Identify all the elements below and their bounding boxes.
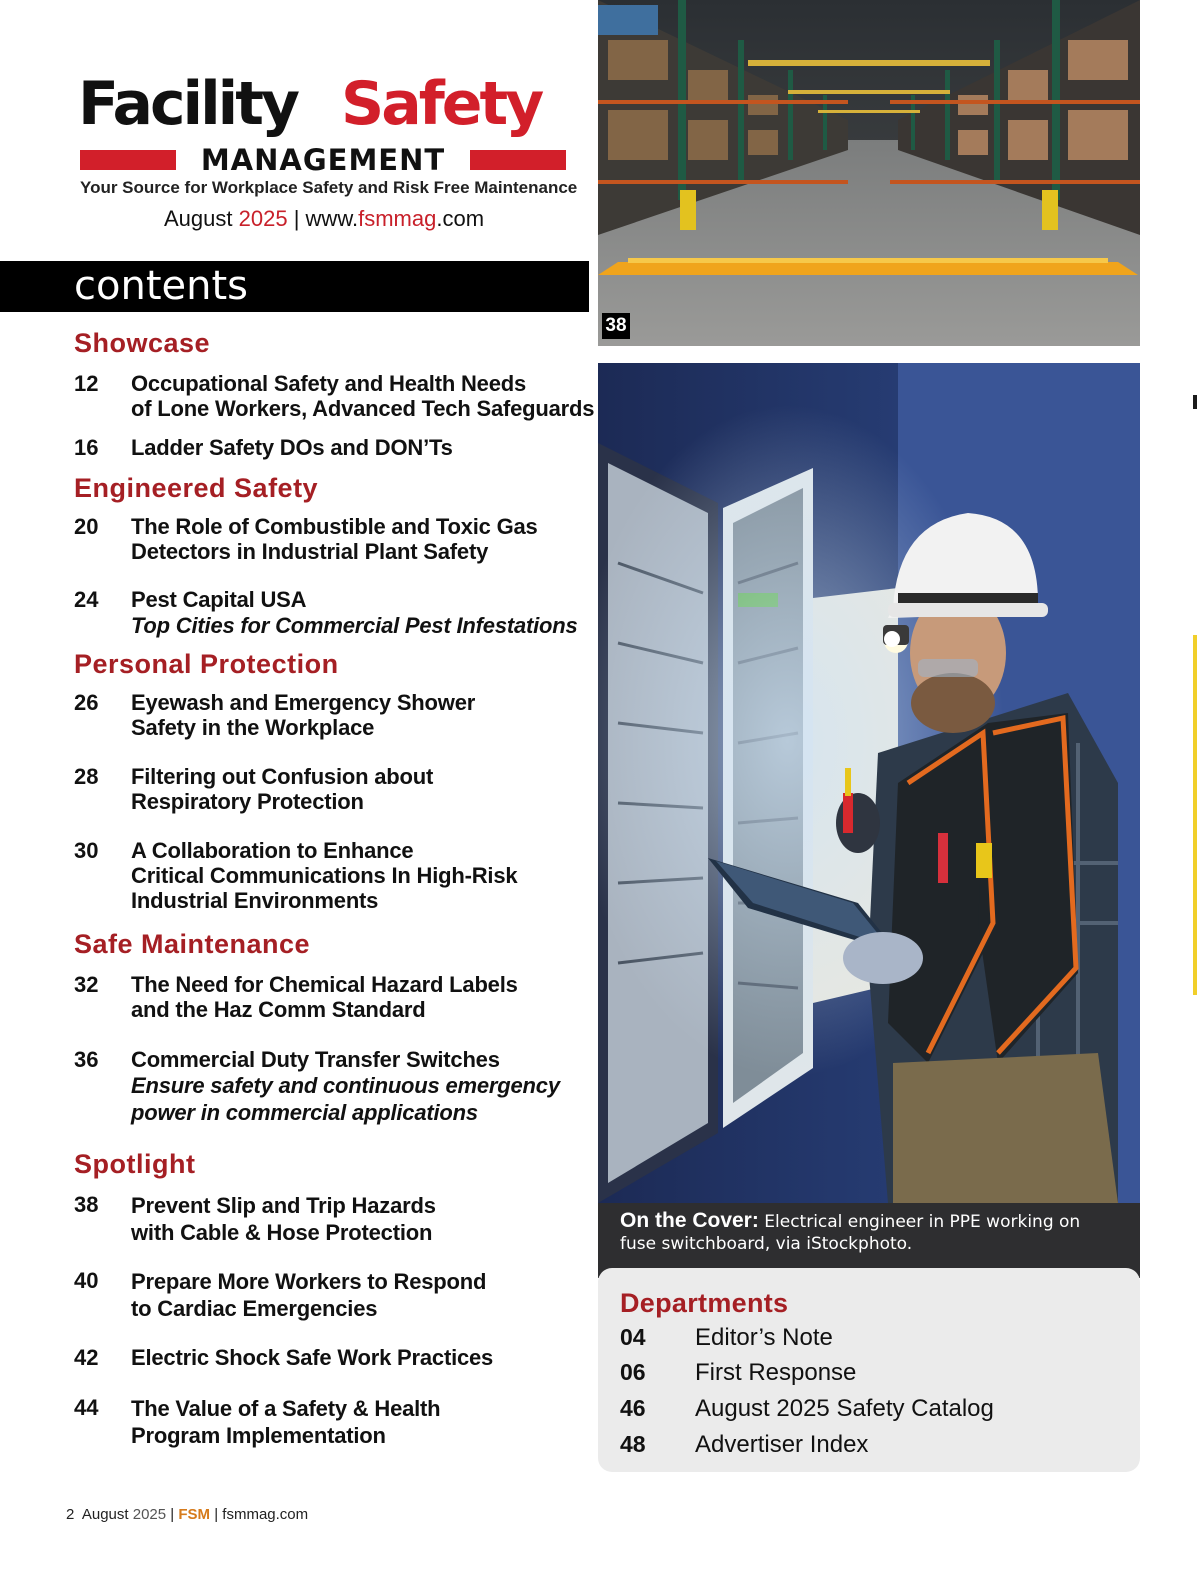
footer-separator: |	[170, 1506, 175, 1523]
toc-title: Pest Capital USA Top Cities for Commercial Pest Infestations	[131, 587, 601, 639]
toc-subtitle: Ensure safety and continuous emergency power in commercial applications	[131, 1073, 560, 1125]
footer-separator: |	[214, 1506, 219, 1523]
departments-title: Departments	[620, 1288, 789, 1318]
section-title-engineered-safety: Engineered Safety	[74, 473, 319, 503]
issue-year: 2025	[238, 206, 288, 231]
department-label: Advertiser Index	[695, 1431, 869, 1458]
issue-line	[164, 206, 484, 232]
cover-caption	[598, 1203, 1140, 1278]
logo-management-text: MANAGEMENT	[200, 143, 446, 177]
toc-title: Filtering out Confusion about Respiratory Protection	[131, 764, 434, 814]
department-page-number: 06	[620, 1359, 646, 1385]
department-page-number: 48	[620, 1431, 646, 1457]
toc-title: The Role of Combustible and Toxic Gas Detectors in Industrial Plant Safety	[131, 514, 538, 564]
department-label: August 2025 Safety Catalog	[695, 1395, 994, 1422]
toc-page-number: 42	[74, 1345, 99, 1370]
toc-page-number: 32	[74, 972, 99, 997]
contents-heading: contents	[74, 263, 248, 309]
toc-title: Commercial Duty Transfer Switches Ensure safety and continuous emergency power in commercial applications	[131, 1047, 571, 1126]
issue-separator: |	[293, 206, 300, 231]
logo	[78, 68, 574, 140]
toc-title: The Value of a Safety & Health Program Implementation	[131, 1396, 441, 1448]
toc-page-number: 40	[74, 1268, 99, 1293]
toc-title: Ladder Safety DOs and DON’Ts	[131, 435, 453, 460]
logo-safety-text: Safety	[341, 69, 542, 139]
toc-title: Eyewash and Emergency Shower Safety in the Workplace	[131, 690, 476, 740]
logo-facility-text: Facility	[78, 69, 298, 139]
toc-page-number: 20	[74, 514, 99, 539]
department-label: First Response	[695, 1359, 857, 1386]
section-title-personal-protection: Personal Protection	[74, 649, 339, 679]
toc-page-number: 36	[74, 1047, 99, 1072]
toc-page-number: 30	[74, 838, 99, 863]
section-title-showcase: Showcase	[74, 328, 211, 358]
department-item[interactable]	[620, 1395, 1120, 1425]
cover-caption-text: Electrical engineer in PPE working on fuse switchboard, via iStockphoto.	[620, 1212, 1081, 1254]
departments-box	[598, 1268, 1140, 1472]
toc-title: Occupational Safety and Health Needs of Lone Workers, Advanced Tech Safeguards	[131, 371, 595, 421]
department-item[interactable]	[620, 1359, 1120, 1389]
toc-page-number: 26	[74, 690, 99, 715]
page-footer	[66, 1506, 308, 1523]
footer-month: August	[81, 1506, 129, 1523]
toc-subtitle: Top Cities for Commercial Pest Infestations	[131, 613, 578, 638]
cover-photo-electrical-engineer[interactable]	[598, 363, 1140, 1203]
contents-heading-bar	[0, 261, 589, 312]
department-label: Editor’s Note	[695, 1324, 833, 1351]
warehouse-aisle-photo[interactable]	[598, 0, 1140, 346]
toc-page-number: 44	[74, 1395, 99, 1420]
photo-page-badge: 38	[602, 313, 630, 339]
logo-red-bar-left	[80, 150, 176, 170]
issue-month: August	[164, 206, 233, 231]
footer-site-link[interactable]: fsmmag.com	[222, 1506, 309, 1523]
logo-red-bar-right	[470, 150, 566, 170]
toc-page-number: 28	[74, 764, 99, 789]
toc-title: Electric Shock Safe Work Practices	[131, 1345, 494, 1370]
toc-page-number: 12	[74, 371, 99, 396]
toc-title: Prepare More Workers to Respond to Cardiac Emergencies	[131, 1269, 487, 1321]
masthead	[78, 68, 578, 231]
department-page-number: 46	[620, 1395, 646, 1421]
department-page-number: 04	[620, 1324, 646, 1350]
footer-brand: FSM	[178, 1506, 211, 1523]
department-item[interactable]	[620, 1324, 1120, 1354]
toc-page-number: 24	[74, 587, 99, 612]
logo-management-row	[78, 143, 568, 177]
department-item[interactable]	[620, 1431, 1120, 1461]
footer-page-number: 2	[66, 1506, 75, 1523]
toc-title: A Collaboration to Enhance Critical Communications In High-Risk Industrial Environments	[131, 838, 518, 913]
section-title-spotlight: Spotlight	[74, 1149, 196, 1179]
website-link[interactable]: www.fsmmag.com	[305, 206, 485, 231]
tagline: Your Source for Workplace Safety and Risk Free Maintenance	[80, 178, 578, 197]
toc-page-number: 38	[74, 1192, 99, 1217]
toc-title: The Need for Chemical Hazard Labels and the Haz Comm Standard	[131, 972, 518, 1022]
footer-year: 2025	[132, 1506, 167, 1523]
adjacent-page-edge-mark	[1193, 395, 1197, 409]
adjacent-page-edge-mark	[1193, 635, 1197, 995]
section-title-safe-maintenance: Safe Maintenance	[74, 929, 311, 959]
toc-title: Prevent Slip and Trip Hazards with Cable & Hose Protection	[131, 1193, 436, 1245]
cover-caption-label: On the Cover:	[620, 1209, 759, 1232]
toc-page-number: 16	[74, 435, 99, 460]
